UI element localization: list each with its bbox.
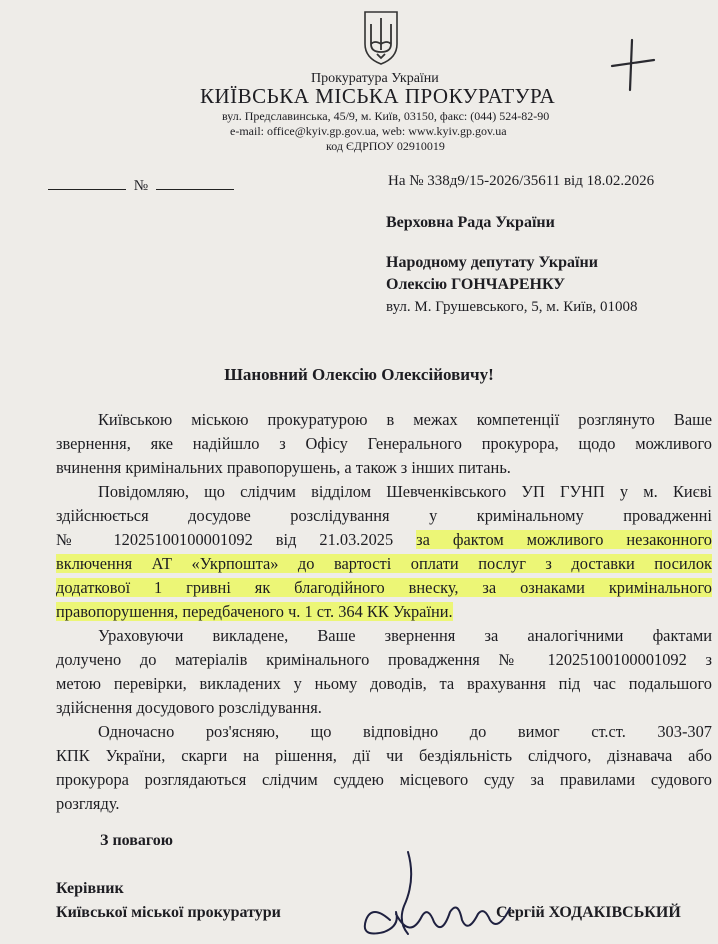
handwritten-signature: [350, 850, 530, 944]
signer-position-line2: Київської міської прокуратури: [56, 904, 281, 921]
body-line: [56, 578, 712, 598]
recipient-organization: Верховна Рада України: [386, 214, 555, 231]
body-line: розгляду.: [56, 794, 120, 813]
recipient-title: Народному депутату України: [386, 254, 598, 271]
recipient-name: Олексію ГОНЧАРЕНКУ: [386, 276, 565, 293]
reply-to-reference: На № 338д9/15-2026/35611 від 18.02.2026: [388, 173, 655, 189]
body-line: звернення, яке надійшло з Офісу Генерального прокурора, щодо можливого: [56, 434, 712, 453]
body-line: здійснюється досудове розслідування у кримінальному провадженні: [56, 506, 712, 525]
body-line: [56, 554, 712, 574]
letterhead-contacts: e-mail: office@kyiv.gp.gov.ua, web: www.kyiv.gp.gov.ua: [230, 124, 507, 138]
highlighted-text: правопорушення, передбаченого ч. 1 ст. 364 КК України.: [56, 602, 453, 621]
body-line: прокурора розглядаються слідчим суддею місцевого суду за правилами судового: [56, 770, 712, 789]
body-line: [56, 530, 712, 550]
letterhead-address: вул. Предславинська, 45/9, м. Київ, 03150, факс: (044) 524-82-90: [222, 109, 550, 123]
closing-regards: З повагою: [100, 832, 173, 849]
body-line: [56, 602, 712, 622]
body-line: Одночасно роз'ясняю, що відповідно до вимог ст.ст. 303-307: [98, 722, 712, 741]
body-line: КПК України, скарги на рішення, дії чи бездіяльність слідчого, дізнавача або: [56, 746, 712, 765]
body-line: Ураховуючи викладене, Ваше звернення за аналогічними фактами: [98, 626, 712, 645]
highlighted-text: додаткової 1 гривні як благодійного внеску, за ознаками кримінального: [56, 578, 712, 597]
signer-name: Сергій ХОДАКІВСЬКИЙ: [496, 904, 681, 921]
number-sign: №: [133, 178, 149, 194]
letterhead-ministry: Прокуратура України: [311, 71, 439, 86]
date-blank: [48, 189, 126, 190]
letterhead-office-title: КИЇВСЬКА МІСЬКА ПРОКУРАТУРА: [200, 84, 556, 108]
outgoing-reference: [48, 178, 234, 195]
body-line: долучено до матеріалів кримінального провадження № 12025100100001092 з: [56, 650, 712, 669]
salutation: Шановний Олексію Олексійовичу!: [224, 365, 494, 384]
signer-position-line1: Керівник: [56, 880, 124, 897]
body-line: Київською міською прокуратурою в межах компетенції розглянуто Ваше: [98, 410, 712, 429]
recipient-address: вул. М. Грушевського, 5, м. Київ, 01008: [386, 299, 638, 315]
body-line: вчинення кримінальних правопорушень, а також з інших питань.: [56, 458, 511, 477]
letterhead-edrpou: код ЄДРПОУ 02910019: [326, 139, 445, 153]
coat-of-arms-icon: [361, 10, 401, 66]
highlighted-text: за фактом можливого незаконного: [416, 530, 712, 549]
number-blank: [156, 189, 234, 190]
highlighted-text: включення АТ «Укрпошта» до вартості оплати послуг з доставки посилок: [56, 554, 712, 573]
body-line: метою перевірки, викладених у ньому доводів, та врахування під час подальшого: [56, 674, 712, 693]
case-number-date: № 12025100100001092 від 21.03.2025: [56, 530, 417, 549]
handwritten-plus-mark: [608, 36, 658, 94]
body-line: здійснення досудового розслідування.: [56, 698, 322, 717]
body-line: Повідомляю, що слідчим відділом Шевченківського УП ГУНП у м. Києві: [98, 482, 712, 501]
